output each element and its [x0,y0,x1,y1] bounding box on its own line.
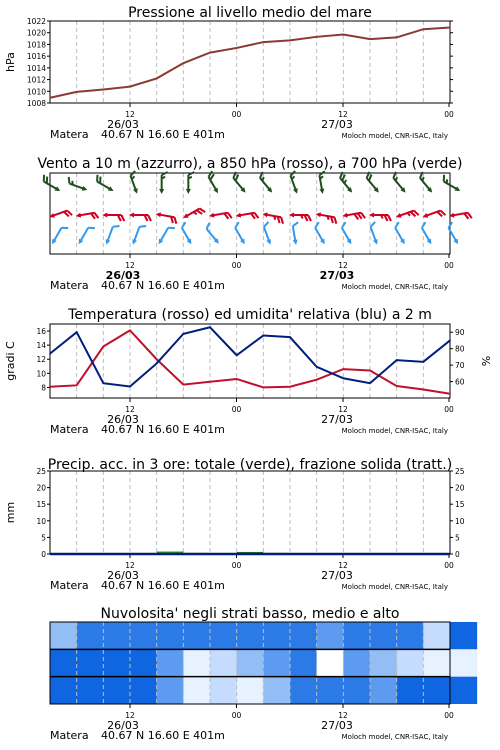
wind-barb [129,213,151,222]
y-tick-label: 14 [36,341,46,351]
wind-barb [289,213,311,222]
station-name: Matera [50,279,89,292]
barb-flag [139,224,146,229]
cloud-cell-alto [210,622,237,649]
data-point [343,377,345,379]
barb-flag [94,175,100,182]
cloud-cell-basso [50,677,77,704]
humidity-line [50,327,450,386]
wind-barb [40,175,63,193]
barb-flag [333,217,337,223]
barb-head [133,188,139,194]
wind-barb [416,172,437,194]
cloud-cell-medio [77,649,104,676]
cloud-cell-alto [183,622,210,649]
wind-barb [338,222,356,245]
station-coords: 40.67 N 16.60 E 401m [101,279,225,292]
data-point [49,386,51,388]
data-point [316,36,318,38]
cloud-cell-alto [50,622,77,649]
wind-barb [261,211,284,223]
y2-tick-label: 10 [455,516,465,526]
data-point [263,41,265,43]
data-point [369,370,371,372]
x-tick-label: 12 [125,261,135,270]
plot-frame [50,324,450,398]
data-point [423,361,425,363]
wind-barb [449,210,472,222]
y2-tick-label: 80 [455,344,465,354]
wind-barb [369,213,391,222]
data-point [209,52,211,54]
date-label: 26/03 [107,569,139,582]
cloud-cell-medio [370,649,397,676]
chart-title: Pressione al livello medio del mare [128,5,372,21]
y-axis-label: hPa [4,52,17,72]
data-point [289,336,291,338]
model-credit: Moloch model, CNR-ISAC, Italy [341,132,448,140]
y2-tick-label: 25 [455,467,465,476]
cloud-cell-medio [423,649,450,676]
barb-flag [88,225,95,231]
station-name: Matera [50,729,89,742]
y-tick-label: 1012 [26,75,46,85]
y2-tick-label: 70 [455,361,465,371]
data-point [209,326,211,328]
barb-head [266,239,272,245]
data-point [396,385,398,387]
wind-barb [209,210,232,222]
y2-axis-label: % [480,355,493,367]
plot-frame [50,21,450,103]
wind-barb [256,172,277,194]
cloud-cell-medio [263,649,290,676]
data-point [49,353,51,355]
data-point [183,62,185,64]
date-label: 27/03 [319,269,355,282]
wind-barb [203,223,224,245]
cloud-cell-medio [290,649,317,676]
station-coords: 40.67 N 16.60 E 401m [101,423,225,436]
cloud-cell-medio [183,649,210,676]
cloud-cell-medio [210,649,237,676]
y-tick-label: 1014 [26,63,46,73]
data-point [423,389,425,391]
x-tick-label: 00 [444,405,454,414]
x-tick-label: 12 [338,110,348,119]
cloud-cell-medio [50,649,77,676]
barb-flag [162,172,168,175]
data-point [263,387,265,389]
y-axis-label: mm [4,501,17,524]
station-coords: 40.67 N 16.60 E 401m [101,729,225,742]
barb-head [131,239,137,245]
data-point [316,379,318,381]
cloud-cell-medio [397,649,424,676]
barb-flag [121,215,124,221]
model-credit: Moloch model, CNR-ISAC, Italy [341,427,448,435]
cloud-cell-basso [237,677,264,704]
barb-flag [173,217,177,223]
wind-barb [445,222,463,245]
station-name: Matera [50,423,89,436]
date-label: 27/03 [321,413,353,426]
wind-barb [182,205,205,223]
barb-flag [263,222,270,227]
data-point [396,359,398,361]
y-tick-label: 12 [36,355,46,365]
wind-barb [159,172,168,194]
cloud-cell-medio [450,649,477,676]
wind-barb [93,175,116,193]
cloud-cell-alto [157,622,184,649]
cloud-cell-basso [397,677,424,704]
wind-barb [178,222,196,245]
y-tick-label: 1008 [26,99,46,108]
wind-barb [50,224,68,247]
wind-barb [440,175,463,193]
x-tick-label: 00 [231,561,242,570]
model-credit: Moloch model, CNR-ISAC, Italy [341,583,448,591]
y-tick-label: 15 [36,500,46,510]
station-coords: 40.67 N 16.60 E 401m [101,579,225,592]
y-tick-label: 1016 [26,52,46,62]
wind-barb [290,222,302,245]
chart-title: Nuvolosita' negli strati basso, medio e alto [100,606,400,622]
data-point [316,366,318,368]
cloud-cell-alto [450,622,477,649]
x-tick-label: 00 [231,110,242,119]
data-point [343,368,345,370]
cloud-cell-alto [397,622,424,649]
date-label: 27/03 [321,118,353,131]
barb-head [159,189,164,194]
wind-barb [232,222,250,245]
barb-flag [388,215,391,221]
x-tick-label: 00 [231,261,242,270]
data-point [449,27,451,29]
data-point [183,384,185,386]
data-point [449,340,451,342]
cloud-cell-alto [237,622,264,649]
y2-tick-label: 20 [455,483,465,493]
cloud-cell-alto [103,622,130,649]
y-tick-label: 20 [36,483,46,493]
data-point [209,381,211,383]
date-label: 26/03 [107,719,139,732]
y2-tick-label: 90 [455,328,465,338]
data-point [289,386,291,388]
date-label: 26/03 [107,118,139,131]
cloud-cell-basso [450,677,477,704]
wind-barb [157,224,175,247]
barb-flag [113,224,120,229]
cloud-cell-alto [263,622,290,649]
barb-head [49,213,55,219]
barb-flag [148,215,151,221]
cloud-cell-alto [343,622,370,649]
cloud-cell-medio [130,649,157,676]
wind-barb [66,177,90,193]
y-tick-label: 10 [36,369,46,379]
data-point [343,34,345,36]
data-point [369,382,371,384]
barb-flag [41,175,47,182]
cloud-cell-alto [77,622,104,649]
cloud-cell-basso [130,677,157,704]
y-tick-label: 1022 [26,17,46,26]
data-point [236,378,238,380]
wind-barb [316,171,328,194]
cloud-cell-basso [210,677,237,704]
barb-flag [280,217,284,223]
barb-flag [188,172,194,175]
barb-head [293,240,299,246]
wind-barb [104,223,120,247]
x-tick-label: 00 [231,711,242,720]
x-tick-label: 12 [338,261,348,270]
wind-barb [363,172,384,194]
x-tick-label: 00 [231,405,242,414]
data-point [129,330,131,332]
wind-barb [155,211,178,223]
y-tick-label: 16 [36,327,46,337]
x-tick-label: 12 [338,711,348,720]
data-point [369,38,371,40]
cloud-cell-basso [157,677,184,704]
barb-head [186,189,191,194]
y2-tick-label: 15 [455,500,465,510]
cloud-cell-medio [157,649,184,676]
barb-flag [292,222,298,226]
station-name: Matera [50,579,89,592]
barb-flag [67,177,72,184]
date-label: 27/03 [321,569,353,582]
cloud-cell-alto [130,622,157,649]
y2-tick-label: 0 [455,550,460,559]
cloud-cell-basso [77,677,104,704]
wind-barb [77,224,95,247]
barb-flag [308,215,311,221]
cloud-cell-basso [103,677,130,704]
data-point [156,358,158,360]
barb-head [293,188,299,194]
wind-barb [392,222,410,245]
model-credit: Moloch model, CNR-ISAC, Italy [341,733,448,741]
date-label: 26/03 [107,413,139,426]
wind-barb [389,172,410,194]
y2-tick-label: 5 [455,533,460,543]
cloud-cell-medio [237,649,264,676]
y-tick-label: 25 [36,467,46,476]
cloud-cell-medio [343,649,370,676]
wind-barb [229,172,250,194]
barb-head [422,213,428,219]
cloud-cell-alto [370,622,397,649]
barb-head [373,239,379,245]
wind-barb [235,210,258,222]
cloud-cell-alto [317,622,344,649]
chart-title: Vento a 10 m (azzurro), a 850 hPa (rosso), a 700 hPa (verde) [37,156,463,172]
data-point [76,385,78,387]
barb-flag [441,175,447,182]
data-point [289,40,291,42]
plot-frame [50,471,450,554]
x-tick-label: 12 [125,110,135,119]
data-point [449,393,451,395]
wind-barb [395,207,419,223]
cloud-cell-medio [103,649,130,676]
cloud-cell-basso [370,677,397,704]
data-point [76,91,78,93]
y-tick-label: 0 [41,550,46,559]
x-tick-label: 12 [125,561,135,570]
x-tick-label: 00 [444,561,454,570]
cloud-cell-basso [263,677,290,704]
pressure-line [50,27,450,97]
x-tick-label: 00 [444,711,454,720]
cloud-cell-basso [343,677,370,704]
y-tick-label: 5 [41,533,46,543]
x-tick-label: 12 [125,711,135,720]
cloud-cell-basso [423,677,450,704]
barb-head [319,189,325,195]
barb-head [395,213,401,219]
wind-barb [49,207,73,223]
x-tick-label: 12 [338,561,348,570]
wind-barb [186,172,195,194]
data-point [183,333,185,335]
data-point [129,86,131,88]
model-credit: Moloch model, CNR-ISAC, Italy [341,283,448,291]
wind-barb [418,222,436,245]
y-tick-label: 10 [36,516,46,526]
x-tick-label: 00 [444,261,454,270]
y-tick-label: 1020 [26,28,46,38]
y-tick-label: 1018 [26,40,46,50]
y-tick-label: 8 [41,383,46,393]
data-point [396,37,398,39]
y2-tick-label: 60 [455,377,465,387]
data-point [263,335,265,337]
barb-flag [370,222,377,227]
barb-flag [62,225,69,231]
barb-head [82,186,88,192]
date-label: 27/03 [321,719,353,732]
wind-barb [342,210,365,222]
cloud-cell-alto [423,622,450,649]
chart-title: Temperatura (rosso) ed umidita' relativa (blu) a 2 m [68,307,432,323]
data-point [156,78,158,80]
cloud-cell-basso [183,677,210,704]
wind-barb [422,207,446,223]
data-point [103,346,105,348]
wind-barb [205,171,223,194]
wind-barb [312,222,330,245]
date-label: 26/03 [105,269,141,282]
wind-barb [131,223,147,247]
cloud-cell-alto [290,622,317,649]
barb-head [104,239,110,245]
station-coords: 40.67 N 16.60 E 401m [101,128,225,141]
barb-flag [168,225,175,231]
data-point [129,386,131,388]
data-point [49,97,51,99]
data-point [236,354,238,356]
cloud-cell-medio [317,649,344,676]
wind-barb [75,210,98,222]
data-point [156,363,158,365]
cloud-cell-basso [317,677,344,704]
x-tick-label: 12 [338,405,348,414]
x-tick-label: 00 [444,110,454,119]
data-point [423,28,425,30]
data-point [103,89,105,91]
data-point [236,47,238,49]
x-tick-label: 12 [125,405,135,414]
cloud-cell-basso [290,677,317,704]
data-point [103,382,105,384]
station-name: Matera [50,128,89,141]
wind-barb [336,172,357,194]
y-tick-label: 1010 [26,87,46,97]
y-axis-label: gradi C [4,341,17,381]
wind-barb [102,213,124,222]
chart-title: Precip. acc. in 3 ore: totale (verde), frazione solida (tratt.) [47,457,453,473]
data-point [76,331,78,333]
